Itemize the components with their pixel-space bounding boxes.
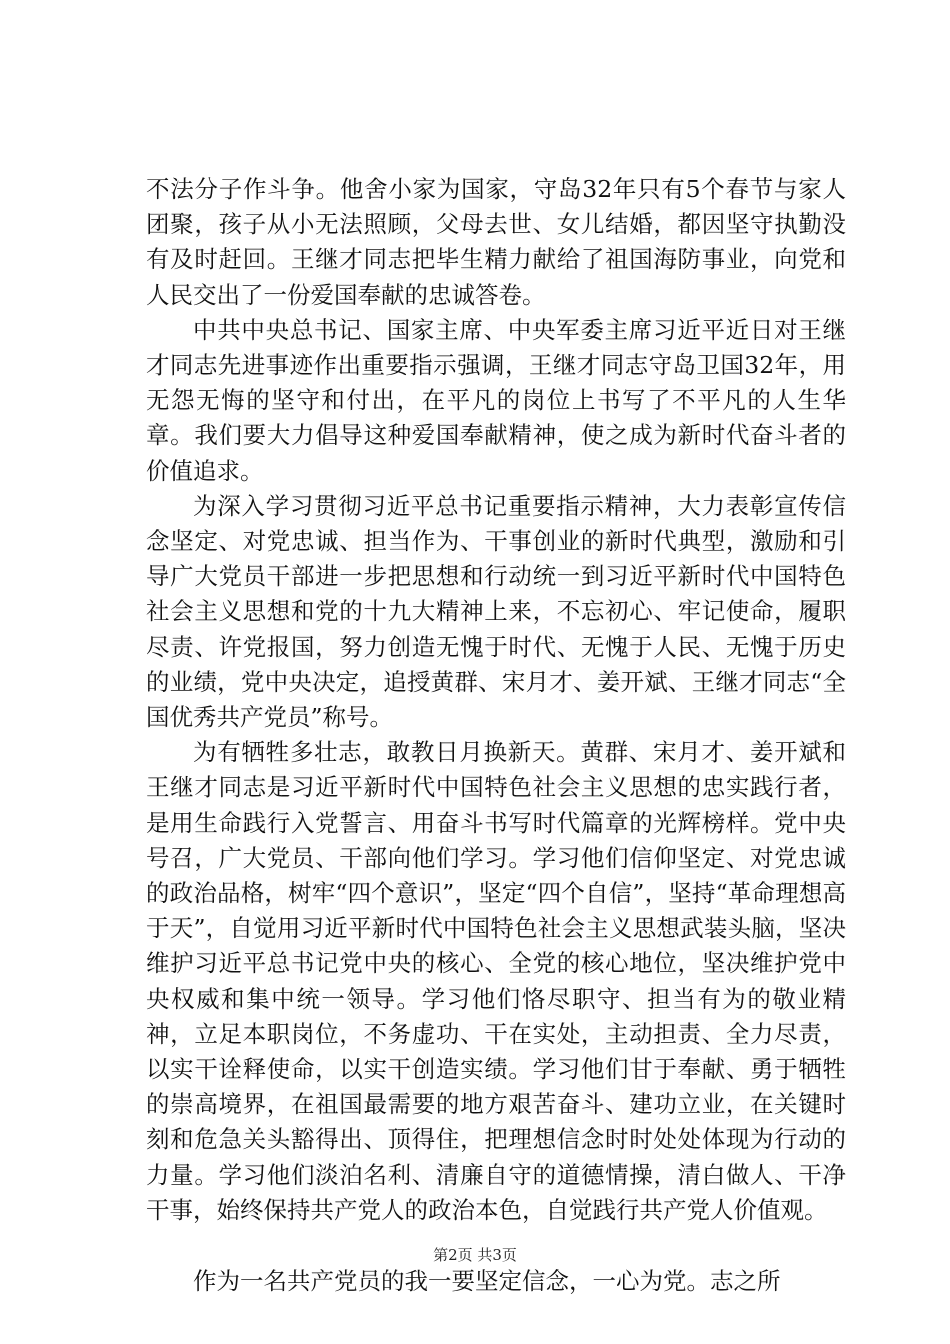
paragraph-personal-pledge: 作为一名共产党员的我一要坚定信念，一心为党。志之所 xyxy=(193,1267,781,1296)
paragraph-call-to-learn: 为有牺牲多壮志，敢教日月换新天。黄群、宋月才、姜开斌和王继才同志是习近平新时代中国特色社会主义思想的忠实践行者，是用生命践行入党誓言、用奋斗书写时代篇章的光辉榜样。党中央号召，广大党员、干部向他们学习。学习他们信仰坚定、对党忠诚的政治品格，树牢“四个意识”，坚定“四个自信”，坚持“革命理想高于天”，自觉用习近平新时代中国特色社会主义思想武装头脑，坚决维护习近平总书记党中央的核心、全党的核心地位，坚决维护党中央权威和集中统一领导。学习他们恪尽职守、担当有为的敬业精神，立足本职岗位，不务虚功、干在实处，主动担责、全力尽责，以实干诠释使命，以实干创造实绩。学习他们甘于奉献、勇于牺牲的崇高境界，在祖国最需要的地方艰苦奋斗、建功立业，在关键时刻和危急关头豁得出、顶得住，把理想信念时时处处体现为行动的力量。学习他们淡泊名利、清廉自守的道德情操，清白做人、干净干事，始终保持共产党人的政治本色，自觉践行共产党人价值观。 xyxy=(146,738,846,1224)
paragraph-decision: 为深入学习贯彻习近平总书记重要指示精神，大力表彰宣传信念坚定、对党忠诚、担当作为、干事创业的新时代典型，激励和引导广大党员干部进一步把思想和行动统一到习近平新时代中国特色社会主义思想和党的十九大精神上来，不忘初心、牢记使命，履职尽责、许党报国，努力创造无愧于时代、无愧于人民、无愧于历史的业绩，党中央决定，追授黄群、宋月才、姜开斌、王继才同志“全国优秀共产党员”称号。 xyxy=(146,491,846,732)
paragraph-continuation: 不法分子作斗争。他舍小家为国家，守岛32年只有5个春节与家人团聚，孩子从小无法照顾，父母去世、女儿结婚，都因坚守执勤没有及时赶回。王继才同志把毕生精力献给了祖国海防事业，向党和人民交出了一份爱国奉献的忠诚答卷。 xyxy=(146,175,846,309)
paragraph-instruction: 中共中央总书记、国家主席、中央军委主席习近平近日对王继才同志先进事迹作出重要指示强调，王继才同志守岛卫国32年，用无怨无悔的坚守和付出，在平凡的岗位上书写了不平凡的人生华章。我们要大力倡导这种爱国奉献精神，使之成为新时代奋斗者的价值追求。 xyxy=(146,315,846,485)
document-body xyxy=(146,172,846,1299)
page-number-footer: 第2页 共3页 xyxy=(433,1246,517,1264)
